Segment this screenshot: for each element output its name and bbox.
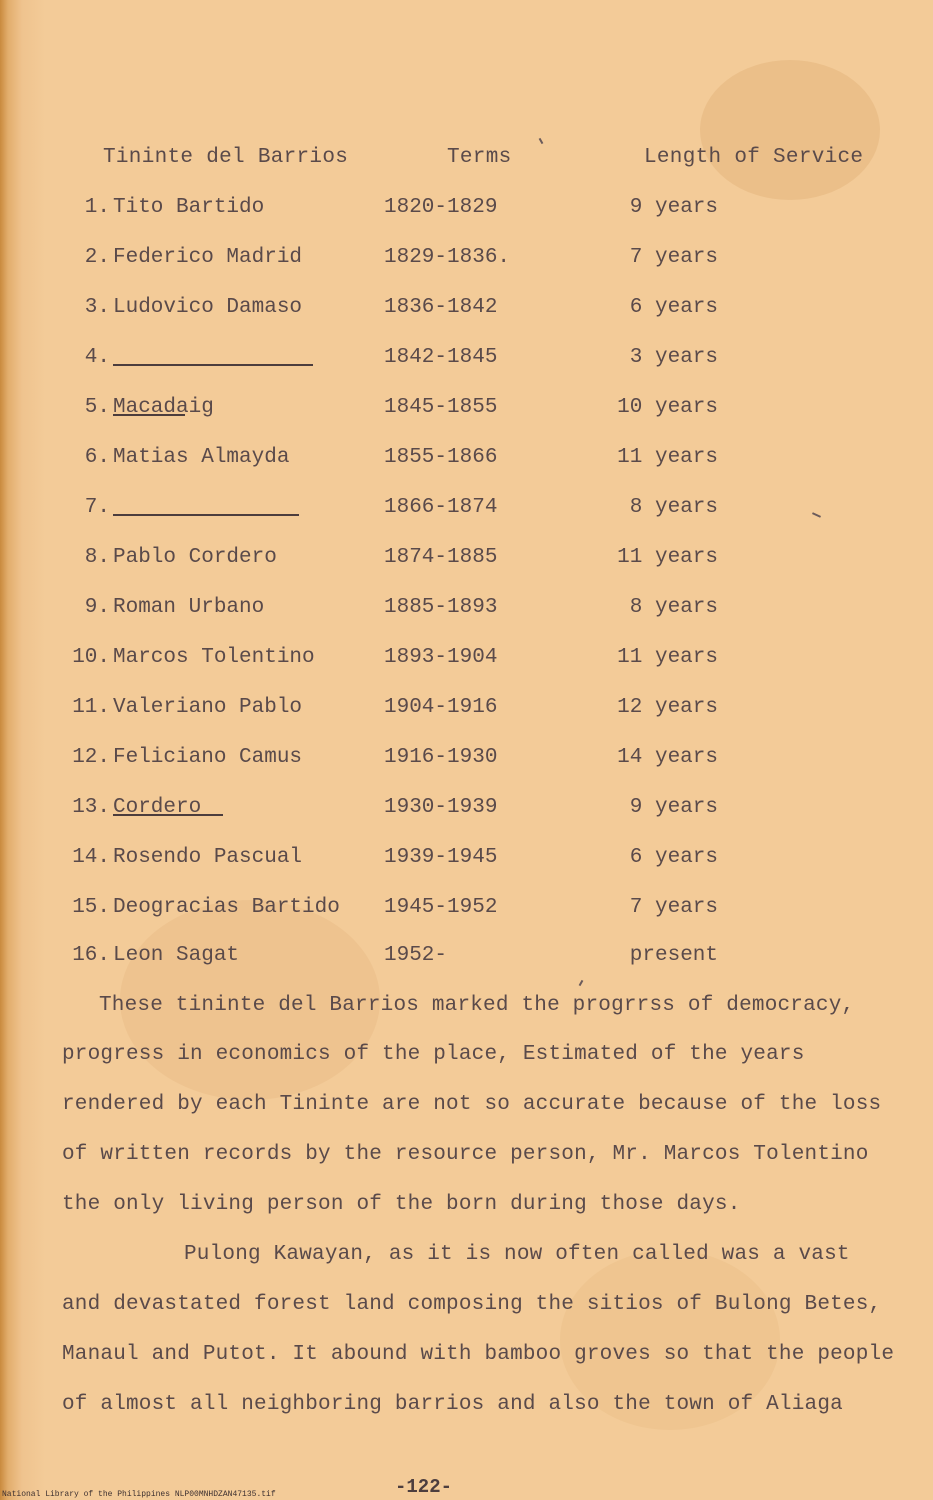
table-row [0, 846, 933, 876]
paragraph-line: Pulong Kawayan, as it is now often called was a vast [184, 1243, 850, 1266]
row-terms: 1952- [384, 944, 448, 967]
row-number: 7. [84, 496, 110, 519]
row-terms: 1836-1842 [384, 296, 498, 319]
paragraph-line: progress in economics of the place, Estimated of the years [62, 1043, 805, 1066]
row-number: 10. [72, 646, 110, 669]
header-name: Tininte del Barrios [103, 146, 349, 169]
row-name: Deogracias Bartido [113, 896, 340, 919]
page-number: -122- [395, 1476, 453, 1498]
row-terms: 1916-1930 [384, 746, 498, 769]
row-number: 15. [72, 896, 110, 919]
row-name-text: Macadaig [113, 396, 214, 419]
row-terms: 1866-1874 [384, 496, 498, 519]
table-row [0, 646, 933, 676]
table-row [0, 246, 933, 276]
header-terms: Terms [447, 146, 512, 169]
row-terms: 1945-1952 [384, 896, 498, 919]
stray-mark [539, 138, 544, 144]
row-name: Federico Madrid [113, 246, 303, 269]
table-row [0, 396, 933, 426]
row-name: Rosendo Pascual [113, 846, 303, 869]
paragraph-line: the only living person of the born during those days. [62, 1193, 741, 1216]
table-row [0, 944, 933, 974]
row-terms: 1845-1855 [384, 396, 498, 419]
paragraph-line: of almost all neighboring barrios and also the town of Aliaga [62, 1393, 843, 1416]
row-number: 13. [72, 796, 110, 819]
table-row [0, 496, 933, 526]
row-length: 3 years [629, 346, 718, 369]
row-name: Roman Urbano [113, 596, 265, 619]
row-terms: 1939-1945 [384, 846, 498, 869]
paper-stain [700, 60, 880, 200]
row-name: Tito Bartido [113, 196, 265, 219]
row-length: 10 years [617, 396, 718, 419]
row-number: 9. [84, 596, 110, 619]
paragraph-line: rendered by each Tininte are not so accurate because of the loss [62, 1093, 882, 1116]
paragraph-line: and devastated forest land composing the sitios of Bulong Betes, [62, 1293, 882, 1316]
row-terms: 1904-1916 [384, 696, 498, 719]
row-name: Valeriano Pablo [113, 696, 303, 719]
row-length: 8 years [629, 596, 718, 619]
row-name: Marcos Tolentino [113, 646, 315, 669]
table-row [0, 896, 933, 926]
row-length: 8 years [629, 496, 718, 519]
row-number: 8. [84, 546, 110, 569]
row-name: Pablo Cordero [113, 546, 277, 569]
row-terms: 1893-1904 [384, 646, 498, 669]
row-length: 7 years [629, 246, 718, 269]
row-name-text: Cordero [113, 796, 202, 819]
table-row [0, 546, 933, 576]
row-number: 11. [72, 696, 110, 719]
row-name: Leon Sagat [113, 944, 240, 967]
row-terms: 1820-1829 [384, 196, 498, 219]
row-number: 16. [72, 944, 110, 967]
row-terms: 1930-1939 [384, 796, 498, 819]
row-terms: 1829-1836. [384, 246, 511, 269]
row-number: 2. [84, 246, 110, 269]
table-row [0, 596, 933, 626]
table-row [0, 796, 933, 826]
row-length: 9 years [629, 796, 718, 819]
row-number: 4. [84, 346, 110, 369]
row-number: 5. [84, 396, 110, 419]
stray-mark [579, 980, 584, 986]
scan-footer: National Library of the Philippines NLP00MNHDZAN47135.tif [2, 1490, 276, 1499]
row-number: 6. [84, 446, 110, 469]
row-name: Ludovico Damaso [113, 296, 303, 319]
table-row [0, 196, 933, 226]
row-name: Feliciano Camus [113, 746, 303, 769]
row-terms: 1855-1866 [384, 446, 498, 469]
row-length: present [629, 944, 718, 967]
paragraph-line: Manaul and Putot. It abound with bamboo groves so that the people [62, 1343, 895, 1366]
table-row [0, 746, 933, 776]
row-length: 12 years [617, 696, 718, 719]
row-length: 11 years [617, 546, 718, 569]
table-row [0, 296, 933, 326]
table-row [0, 346, 933, 376]
row-length: 9 years [629, 196, 718, 219]
row-length: 6 years [629, 296, 718, 319]
row-terms: 1842-1845 [384, 346, 498, 369]
table-row [0, 696, 933, 726]
row-number: 14. [72, 846, 110, 869]
header-length: Length of Service [644, 146, 864, 169]
row-number: 3. [84, 296, 110, 319]
row-terms: 1885-1893 [384, 596, 498, 619]
row-length: 14 years [617, 746, 718, 769]
row-length: 11 years [617, 446, 718, 469]
row-terms: 1874-1885 [384, 546, 498, 569]
row-length: 7 years [629, 896, 718, 919]
table-row [0, 446, 933, 476]
row-number: 1. [84, 196, 110, 219]
row-length: 11 years [617, 646, 718, 669]
paragraph-line: These tininte del Barrios marked the progrrss of democracy, [99, 994, 855, 1017]
paragraph-line: of written records by the resource person, Mr. Marcos Tolentino [62, 1143, 869, 1166]
row-length: 6 years [629, 846, 718, 869]
row-number: 12. [72, 746, 110, 769]
row-name: Matias Almayda [113, 446, 290, 469]
